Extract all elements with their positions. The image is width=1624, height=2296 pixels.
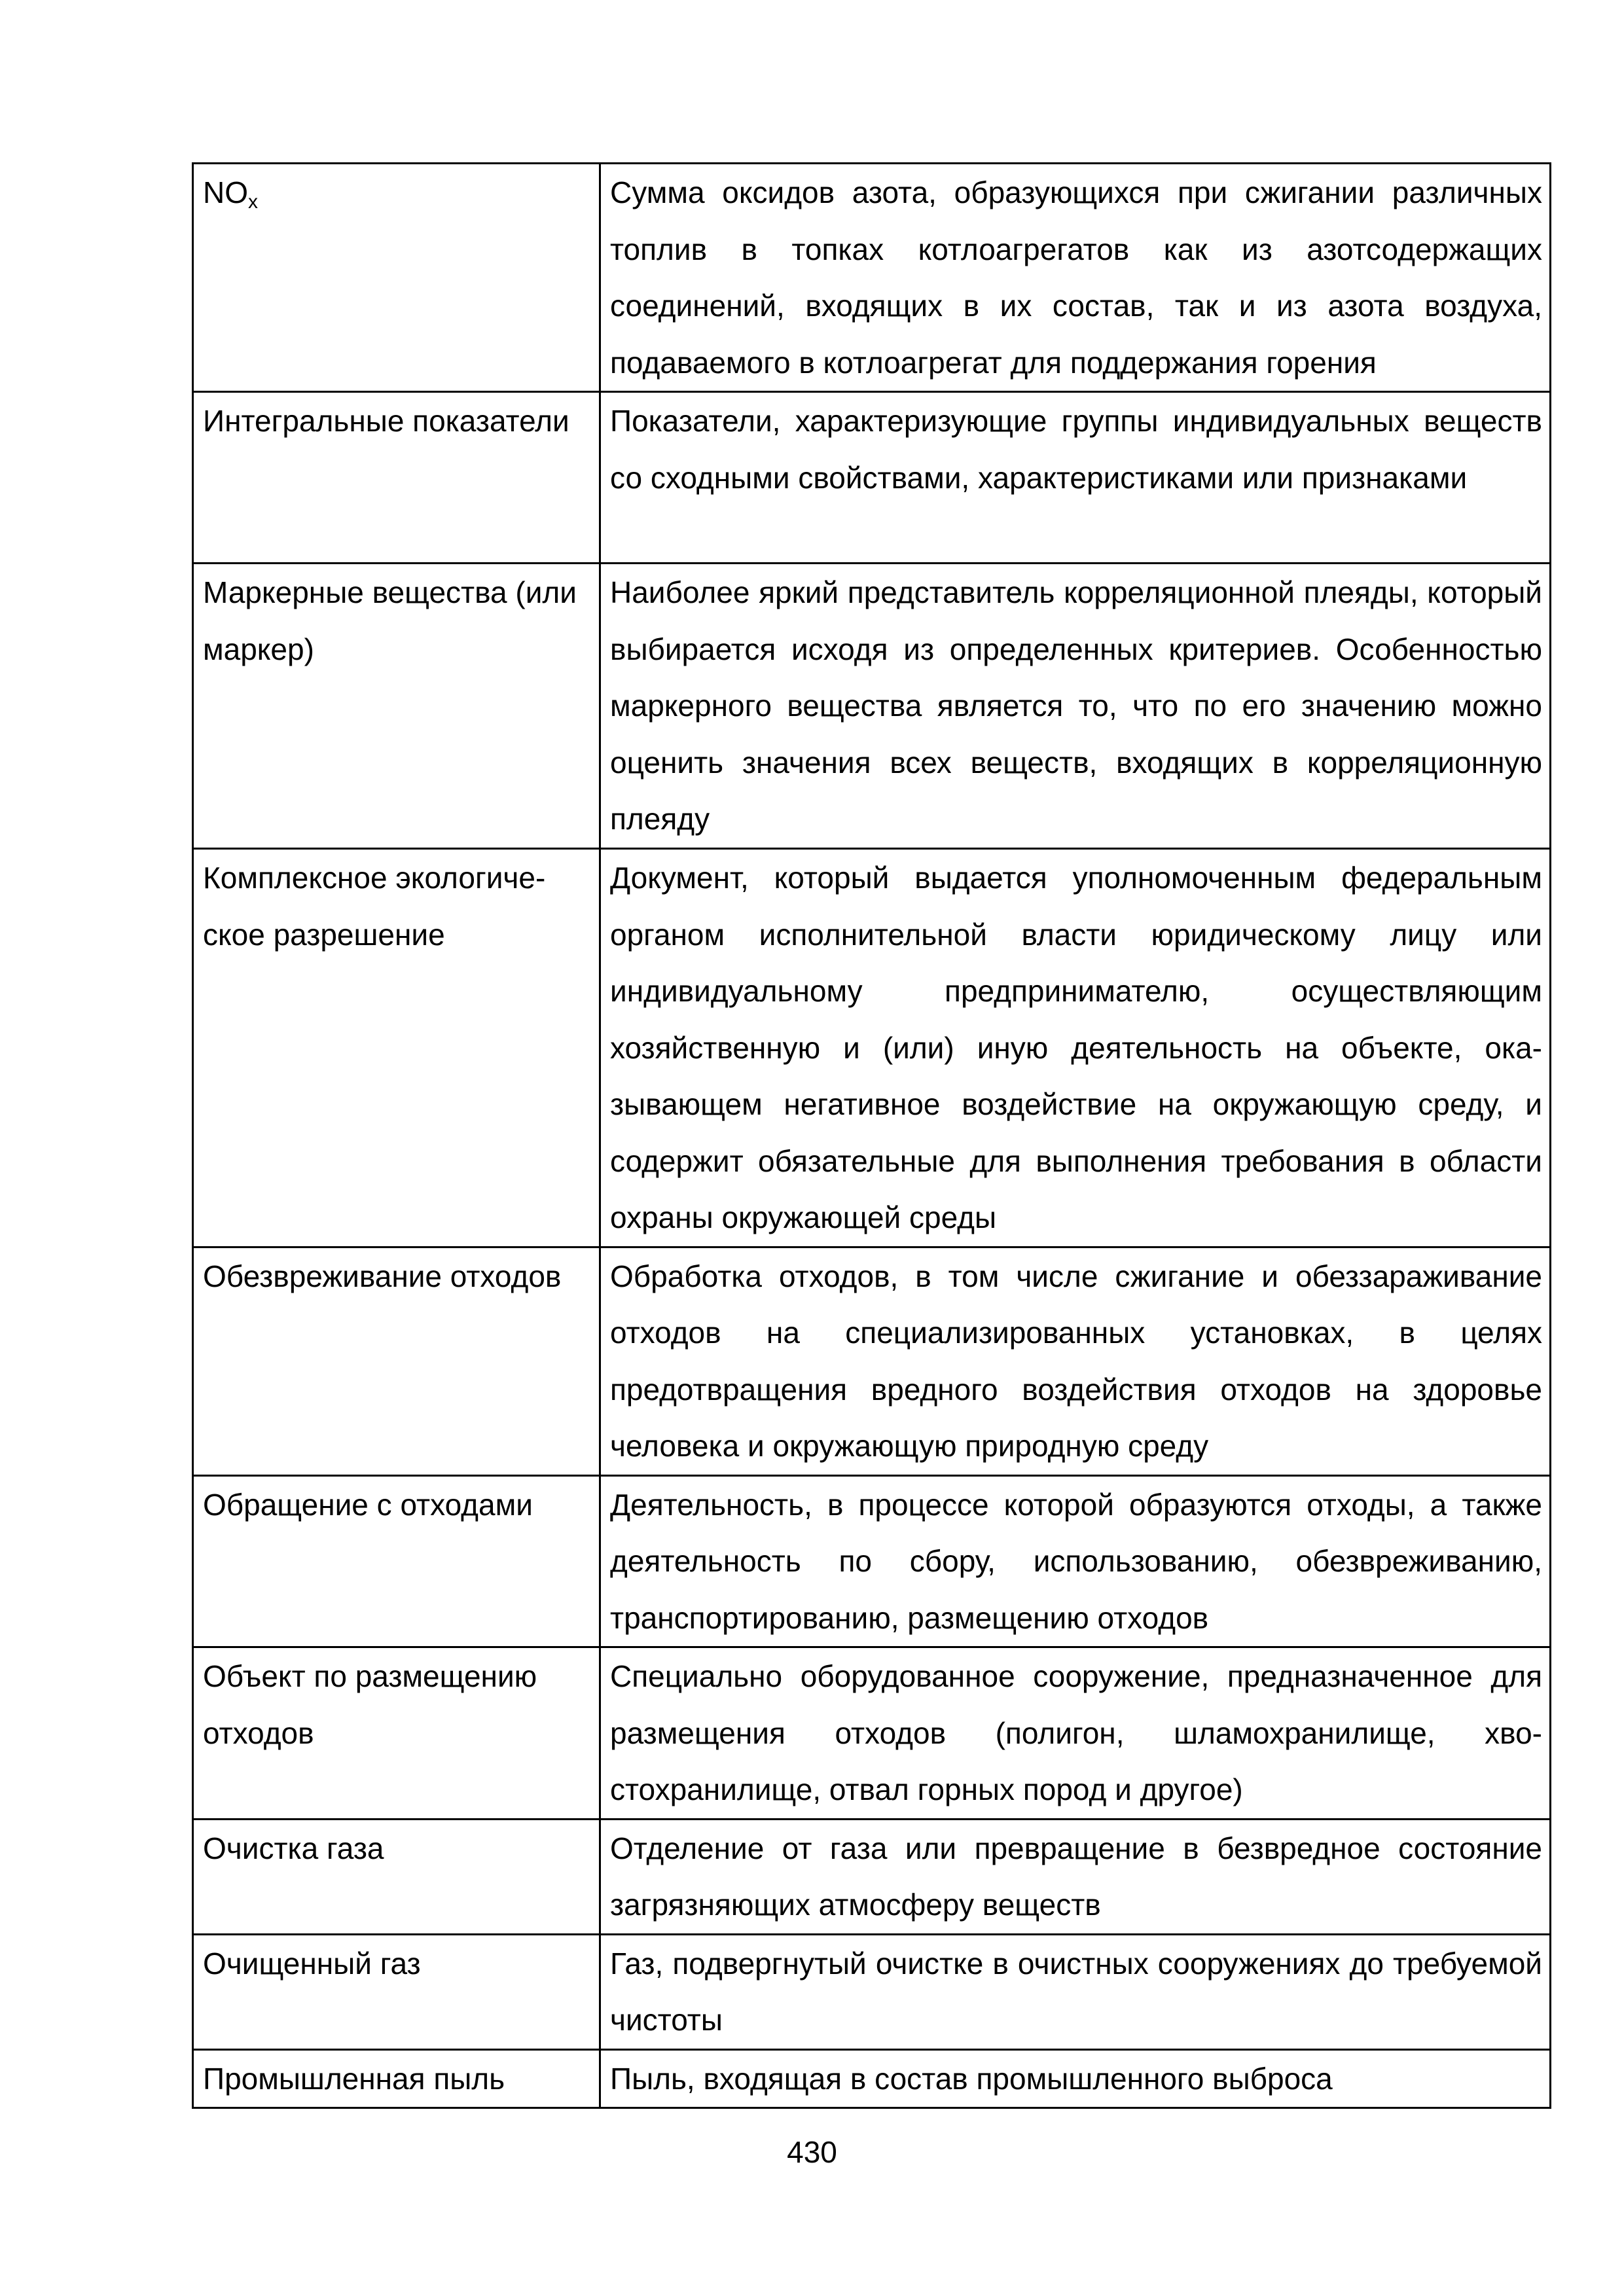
table-row: [193, 564, 1551, 849]
table-row: [193, 1475, 1551, 1647]
term-text: NO: [203, 175, 248, 209]
term-cell: Интегральные показатели: [193, 392, 600, 564]
term-cell: Комплексное экологическое разрешение: [193, 849, 600, 1247]
table-row: [193, 1934, 1551, 2049]
term-cell: Очистка газа: [193, 1819, 600, 1934]
table-row: [193, 1647, 1551, 1820]
table-row: [193, 164, 1551, 392]
table-row: [193, 1819, 1551, 1934]
definition-cell: Пыль, входящая в состав промышленного выброса: [600, 2049, 1551, 2108]
term-cell: Объект по размещению отходов: [193, 1647, 600, 1820]
definition-cell: Документ, который выдается уполномоченным федеральным органом исполнительной власти юридическому лицу или индивидуальному предпринимателю, осуществляющим хозяйственную и (или) иную деятельность на объекте, оказывающем негативное воздействие на окружающую среду, и содержит обязательные для выполнения требования в области охраны окружающей среды: [600, 849, 1551, 1247]
table-row: [193, 2049, 1551, 2108]
definition-cell: Наиболее яркий представитель корреляционной плеяды, который выбирается исходя из определенных критериев. Особенностью маркерного вещества является то, что по его значению можно оценить значения всех веществ, входящих в корреляционную плеяду: [600, 564, 1551, 849]
definition-cell: Показатели, характеризующие группы индивидуальных веществ со сходными свойствами, характеристиками или признаками: [600, 392, 1551, 564]
table-row: [193, 849, 1551, 1247]
term-cell: Обращение с отходами: [193, 1475, 600, 1647]
definition-cell: Деятельность, в процессе которой образуются отходы, а также деятельность по сбору, использованию, обезвреживанию, транспортированию, размещению отходов: [600, 1475, 1551, 1647]
term-cell: Обезвреживание отходов: [193, 1247, 600, 1475]
glossary-table: [192, 162, 1551, 2109]
definition-cell: Сумма оксидов азота, образующихся при сжигании различных топлив в топках котлоагрегатов как из азотсодержащих соединений, входящих в их состав, так и из азота воздуха, подаваемого в котлоагрегат для поддержания горения: [600, 164, 1551, 392]
term-subscript: x: [248, 191, 258, 213]
term-cell: Маркерные вещества (или маркер): [193, 564, 600, 849]
definition-cell: Специально оборудованное сооружение, предназначенное для размещения отходов (полигон, шламохранилище, хвостохранилище, отвал горных пород и другое): [600, 1647, 1551, 1820]
page-number: 430: [787, 2135, 837, 2169]
term-cell: Промышленная пыль: [193, 2049, 600, 2108]
definition-cell: Обработка отходов, в том числе сжигание и обеззараживание отходов на специализированных установках, в целях предотвращения вредного воздействия отходов на здоровье человека и окружающую природную среду: [600, 1247, 1551, 1475]
table-row: [193, 392, 1551, 564]
definition-cell: Газ, подвергнутый очистке в очистных сооружениях до требуемой чистоты: [600, 1934, 1551, 2049]
term-cell: [193, 164, 600, 392]
definition-cell: Отделение от газа или превращение в безвредное состояние загрязняющих атмосферу веществ: [600, 1819, 1551, 1934]
term-cell: Очищенный газ: [193, 1934, 600, 2049]
table-row: [193, 1247, 1551, 1475]
